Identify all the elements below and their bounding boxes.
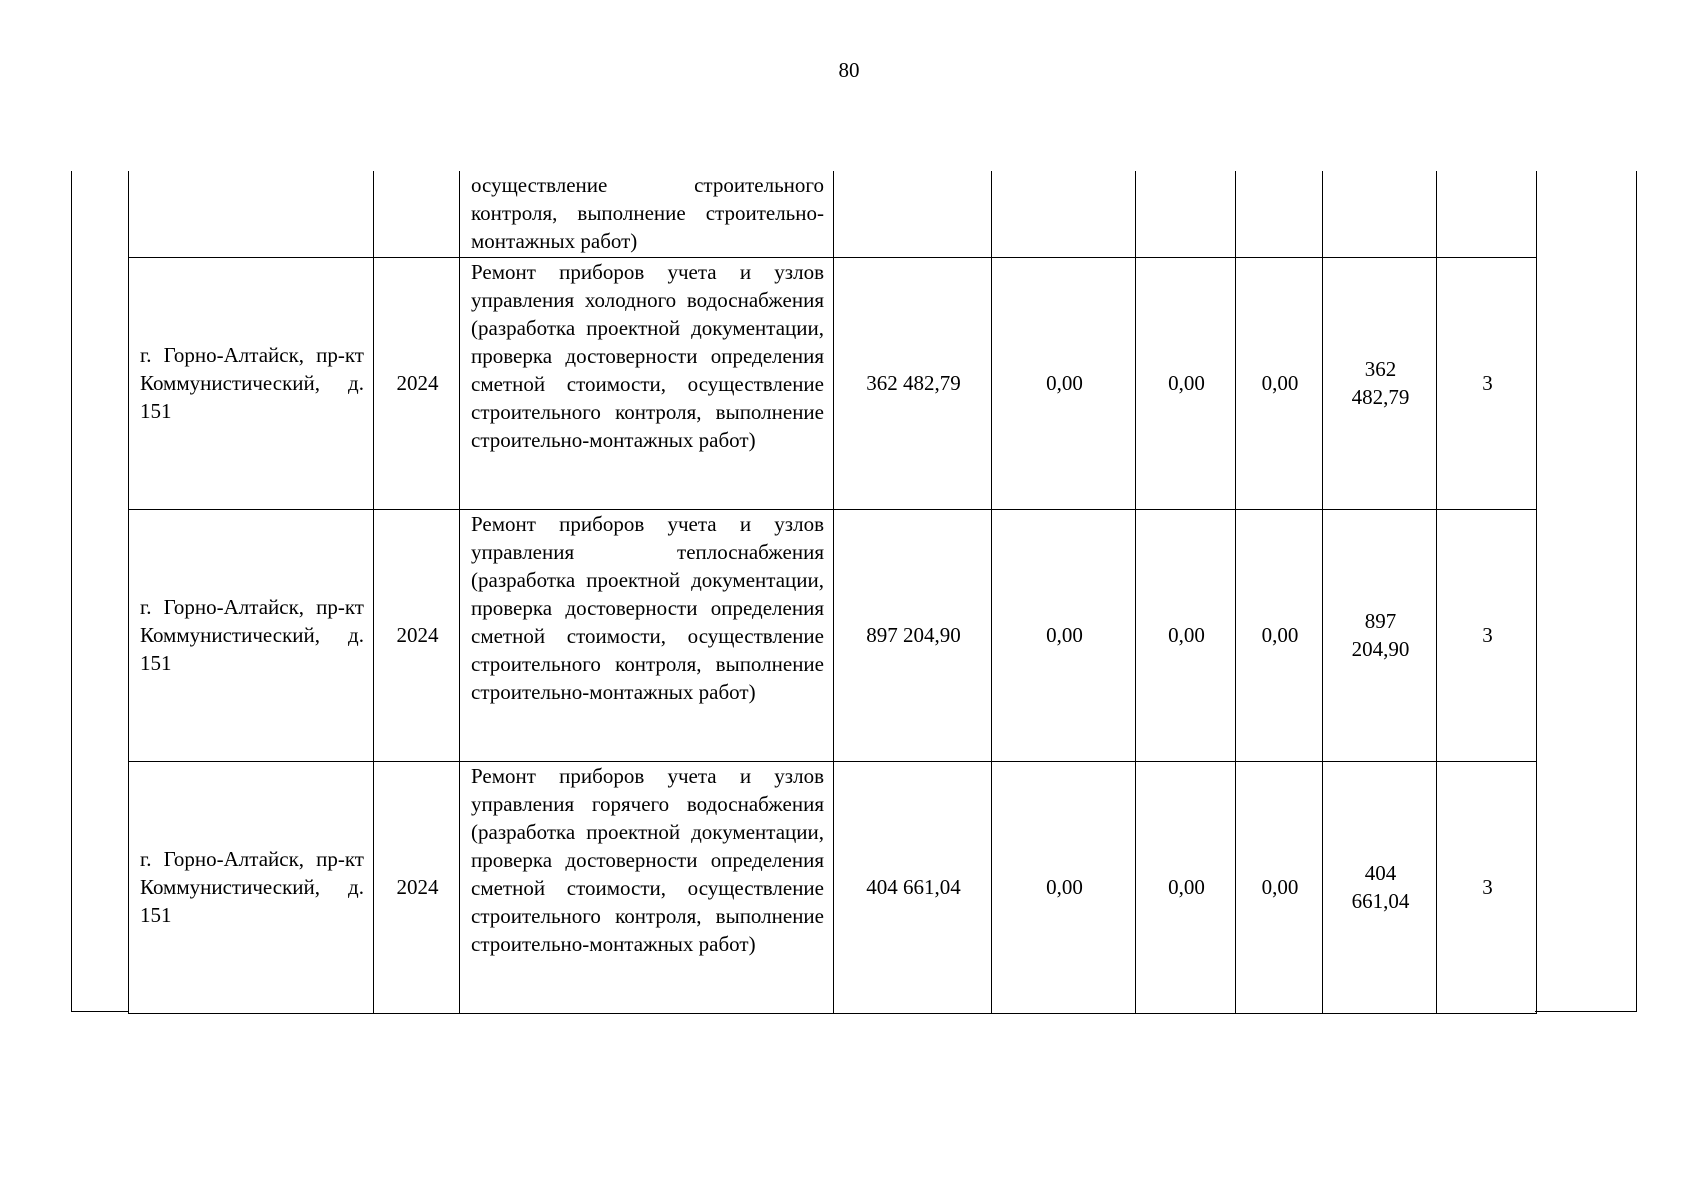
bottom-right-border: [1535, 1011, 1637, 1012]
fund-c-cell: [1236, 171, 1323, 257]
address-cell: г. Горно-Алтайск, пр-кт Коммунистический, д. 151: [129, 761, 374, 1013]
total-cell: 897 204,90: [1323, 509, 1437, 761]
year-cell: 2024: [374, 761, 460, 1013]
cost-cell: 897 204,90: [834, 509, 992, 761]
description-cell: Ремонт приборов учета и узлов управления холодного водоснабжения (разработка проектной документации, проверка достоверности определения сметной стоимости, осуществление строительного контроля, выполнение строительно-монтажных работ): [460, 257, 834, 509]
fund-a-cell: [992, 171, 1136, 257]
address-cell: г. Горно-Алтайск, пр-кт Коммунистический, д. 151: [129, 509, 374, 761]
fund-c-cell: 0,00: [1236, 509, 1323, 761]
cost-cell: [834, 171, 992, 257]
outer-right-border: [1636, 171, 1637, 1011]
table-row: [129, 761, 1537, 1013]
total-cell: 404 661,04: [1323, 761, 1437, 1013]
description-cell: Ремонт приборов учета и узлов управления горячего водоснабжения (разработка проектной документации, проверка достоверности определения сметной стоимости, осуществление строительного контроля, выполнение строительно-монтажных работ): [460, 761, 834, 1013]
table-row-continued: [129, 171, 1537, 257]
total-cell: [1323, 171, 1437, 257]
bottom-left-border: [71, 1011, 129, 1012]
year-cell: 2024: [374, 257, 460, 509]
cost-cell: 362 482,79: [834, 257, 992, 509]
page-number: 80: [838, 58, 860, 82]
fund-c-cell: 0,00: [1236, 761, 1323, 1013]
fund-b-cell: 0,00: [1136, 509, 1236, 761]
fund-b-cell: 0,00: [1136, 761, 1236, 1013]
address-cell: г. Горно-Алтайск, пр-кт Коммунистический, д. 151: [129, 257, 374, 509]
repair-works-table: [128, 171, 1537, 1014]
year-cell: [374, 171, 460, 257]
outer-left-border: [71, 171, 72, 1011]
code-cell: [1437, 171, 1537, 257]
cost-cell: 404 661,04: [834, 761, 992, 1013]
code-cell: 3: [1437, 509, 1537, 761]
code-cell: 3: [1437, 761, 1537, 1013]
fund-a-cell: 0,00: [992, 761, 1136, 1013]
fund-c-cell: 0,00: [1236, 257, 1323, 509]
description-cell: осуществление строительного контроля, выполнение строительно-монтажных работ): [460, 171, 834, 257]
total-cell: 362 482,79: [1323, 257, 1437, 509]
table-row: [129, 257, 1537, 509]
code-cell: 3: [1437, 257, 1537, 509]
table-row: [129, 509, 1537, 761]
fund-b-cell: 0,00: [1136, 257, 1236, 509]
description-cell: Ремонт приборов учета и узлов управления теплоснабжения (разработка проектной документации, проверка достоверности определения сметной стоимости, осуществление строительного контроля, выполнение строительно-монтажных работ): [460, 509, 834, 761]
fund-a-cell: 0,00: [992, 509, 1136, 761]
fund-b-cell: [1136, 171, 1236, 257]
fund-a-cell: 0,00: [992, 257, 1136, 509]
address-cell: [129, 171, 374, 257]
year-cell: 2024: [374, 509, 460, 761]
